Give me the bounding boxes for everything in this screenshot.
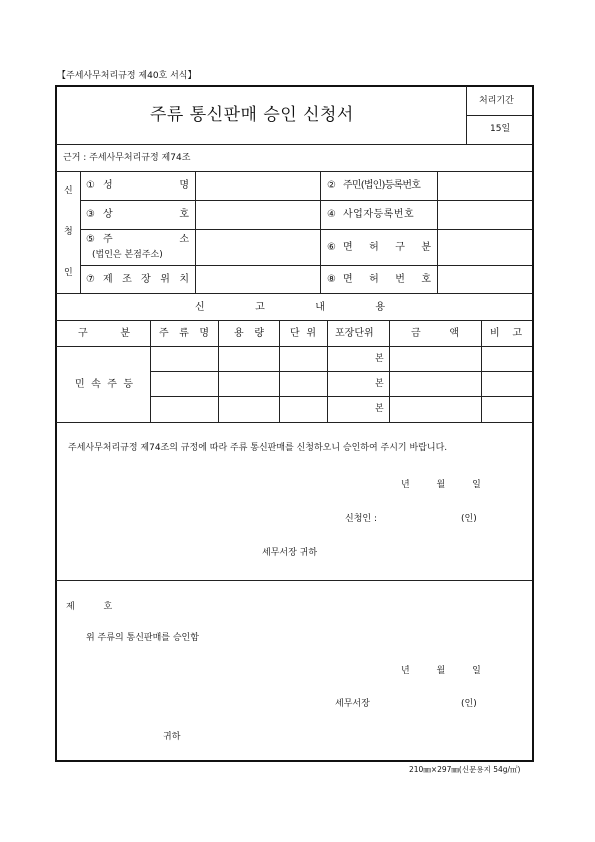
field-bizno-input[interactable] — [439, 203, 529, 227]
report-col-header-name: 주 류 명 — [159, 328, 209, 339]
field-bizno-num: ④ — [327, 209, 336, 220]
report-col-header-package: 포장단위 — [335, 328, 374, 339]
applicant-col-3 — [437, 171, 438, 293]
field-trade-label: 상 호 — [103, 209, 189, 220]
approval-seal: (인) — [461, 699, 477, 709]
outer-border-left — [55, 85, 57, 762]
outer-border-bottom — [55, 760, 534, 762]
field-license-no-label: 면 허 번 호 — [343, 274, 431, 285]
approval-issuer: 세무서장 — [335, 699, 370, 709]
applicant-row-line-3 — [80, 265, 532, 266]
approval-number-label: 제 호 — [66, 602, 113, 612]
outer-border-top — [55, 85, 534, 87]
field-license-type-label: 면 허 구 분 — [343, 242, 431, 253]
request-applicant-label: 신청인 : — [345, 514, 377, 524]
report-category-cell: 민 속 주 등 — [75, 379, 133, 390]
field-license-type-num: ⑥ — [327, 242, 336, 253]
report-heading-line — [56, 320, 532, 321]
field-address-label: 주 소 — [103, 234, 189, 245]
basis-bottom-line — [56, 171, 532, 172]
field-name-num: ① — [86, 180, 95, 191]
request-date: 년 월 일 — [401, 480, 481, 490]
report-col-header-volume: 용 량 — [234, 328, 264, 339]
report-col-header-amount: 금 액 — [411, 328, 459, 339]
approval-text: 위 주류의 통신판매를 승인함 — [86, 633, 199, 643]
applicant-row-line-2 — [80, 229, 532, 230]
field-factory-num: ⑦ — [86, 274, 95, 285]
report-col-header-note: 비 고 — [490, 328, 522, 339]
field-license-type-input[interactable] — [439, 232, 529, 262]
approval-date: 년 월 일 — [401, 666, 481, 676]
applicant-side-divider — [80, 171, 81, 293]
field-license-no-num: ⑧ — [327, 274, 336, 285]
footer-paper-spec: 210㎜×297㎜(신문용지 54g/㎡) — [409, 765, 521, 774]
applicant-col-1 — [195, 171, 196, 293]
field-address-num: ⑤ — [86, 234, 95, 245]
field-regno-num: ② — [327, 180, 336, 191]
applicant-bottom-line — [56, 293, 532, 294]
processing-value: 15일 — [490, 124, 511, 134]
report-row-line-1 — [150, 371, 532, 372]
applicant-col-2 — [320, 171, 321, 293]
report-unit-mark-3: 본 — [375, 404, 384, 414]
report-row-line-2 — [150, 396, 532, 397]
field-name-label: 성 명 — [103, 180, 189, 191]
request-text: 주세사무처리규정 제74조의 규정에 따라 주류 통신판매를 신청하오니 승인하여 주시기 바랍니다. — [68, 443, 448, 453]
field-factory-input[interactable] — [197, 268, 317, 291]
applicant-side-label-2: 청 — [64, 227, 73, 237]
form-number: 【주세사무처리규정 제40호 서식】 — [57, 71, 197, 81]
field-trade-num: ③ — [86, 209, 95, 220]
field-factory-label: 제 조 장 위 치 — [103, 274, 189, 285]
field-regno-input[interactable] — [439, 174, 529, 198]
applicant-row-line-1 — [80, 200, 532, 201]
processing-mid-line — [466, 115, 532, 116]
outer-border-right — [532, 85, 534, 762]
field-address-sublabel: (법인은 본점주소) — [92, 250, 163, 260]
report-col-header-unit: 단 위 — [290, 328, 316, 339]
approval-recipient: 귀하 — [163, 732, 181, 742]
report-heading: 신 고 내 용 — [195, 302, 385, 313]
page-title: 주류 통신판매 승인 신청서 — [150, 105, 354, 125]
applicant-side-label-3: 인 — [64, 268, 73, 278]
field-name-input[interactable] — [197, 174, 317, 198]
field-bizno-label: 사업자등록번호 — [343, 209, 415, 220]
basis-text: 근거 : 주세사무처리규정 제74조 — [63, 153, 191, 163]
title-bottom-line — [56, 144, 532, 145]
field-address-input[interactable] — [197, 232, 317, 262]
processing-label: 처리기간 — [479, 96, 514, 106]
report-col-header-category: 구 분 — [78, 328, 130, 339]
report-unit-mark-1: 본 — [375, 354, 384, 364]
request-recipient: 세무서장 귀하 — [262, 548, 318, 558]
field-license-no-input[interactable] — [439, 268, 529, 291]
request-bottom-line — [56, 580, 532, 581]
report-unit-mark-2: 본 — [375, 379, 384, 389]
report-header-line — [56, 346, 532, 347]
field-regno-label: 주민(법인)등록번호 — [343, 180, 421, 191]
field-trade-input[interactable] — [197, 203, 317, 227]
applicant-side-label-1: 신 — [64, 186, 73, 196]
request-seal: (인) — [461, 514, 477, 524]
report-bottom-line — [56, 422, 532, 423]
